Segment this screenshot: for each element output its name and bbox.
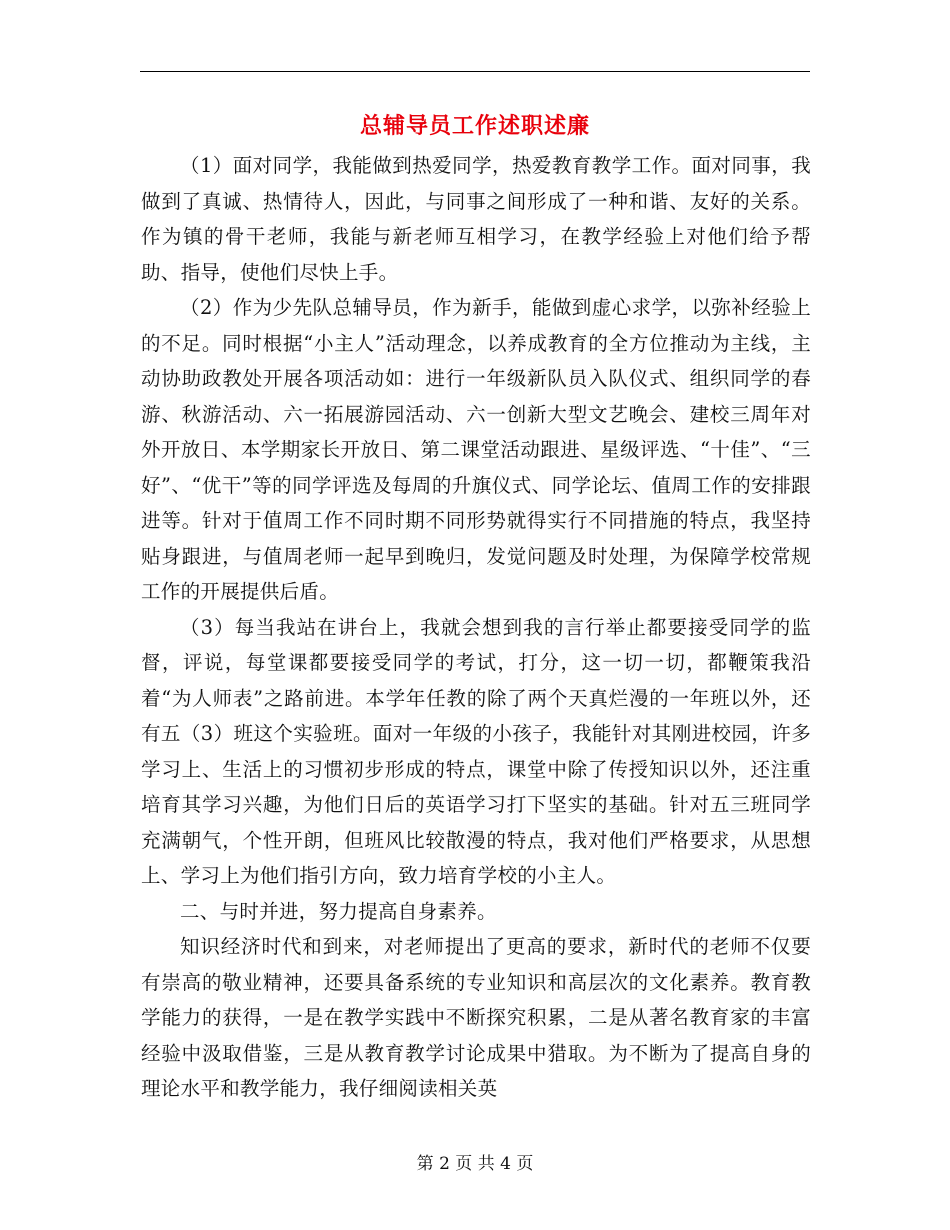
header-rule: [140, 71, 810, 72]
document-title: 总辅导员工作述职述廉: [359, 113, 590, 139]
paragraph-2: （2）作为少先队总辅导员，作为新手，能做到虚心求学，以弥补经验上的不足。同时根据“小主人”活动理念，以养成教育的全方位推动为主线，主动协助政教处开展各项活动如：进行一年级新队员入队仪式、组织同学的春游、秋游活动、六一拓展游园活动、六一创新大型文艺晚会、建校三周年对外开放日、本学期家长开放日、第二课堂活动跟进、星级评选、“十佳”、“三好”、“优干”等的同学评选及每周的升旗仪式、同学论坛、值周工作的安排跟进等。针对于值周工作不同时期不同形势就得实行不同措施的特点，我坚持贴身跟进，与值周老师一起早到晚归，发觉问题及时处理，为保障学校常规工作的开展提供后盾。: [141, 296, 811, 603]
paragraph-3: （3）每当我站在讲台上，我就会想到我的言行举止都要接受同学的监督，评说，每堂课都要接受同学的考试，打分，这一切一切，都鞭策我沿着“为人师表”之路前进。本学年任教的除了两个天真烂漫的一年班以外，还有五（3）班这个实验班。面对一年级的小孩子，我能针对其刚进校园，许多学习上、生活上的习惯初步形成的特点，课堂中除了传授知识以外，还注重培育其学习兴趣，为他们日后的英语学习打下坚实的基础。针对五三班同学充满朝气，个性开朗，但班风比较散漫的特点，我对他们严格要求，从思想上、学习上为他们指引方向，致力培育学校的小主人。: [141, 615, 811, 887]
document-body: [141, 148, 811, 1107]
section-heading: 二、与时并进，努力提高自身素养。: [180, 899, 497, 923]
paragraph-1: （1）面对同学，我能做到热爱同学，热爱教育教学工作。面对同事，我做到了真诚、热情待人，因此，与同事之间形成了一种和谐、友好的关系。作为镇的骨干老师，我能与新老师互相学习，在教学经验上对他们给予帮助、指导，使他们尽快上手。: [141, 154, 811, 284]
page-number-label: 第 2 页 共 4 页: [416, 1154, 534, 1174]
page-footer: [0, 1151, 950, 1177]
paragraph-4: 知识经济时代和到来，对老师提出了更高的要求，新时代的老师不仅要有崇高的敬业精神，还要具备系统的专业知识和高层次的文化素养。教育教学能力的获得，一是在教学实践中不断探究积累，二是从著名教育家的丰富经验中汲取借鉴，三是从教育教学讨论成果中猎取。为不断为了提高自身的理论水平和教学能力，我仔细阅读相关英: [141, 935, 811, 1100]
